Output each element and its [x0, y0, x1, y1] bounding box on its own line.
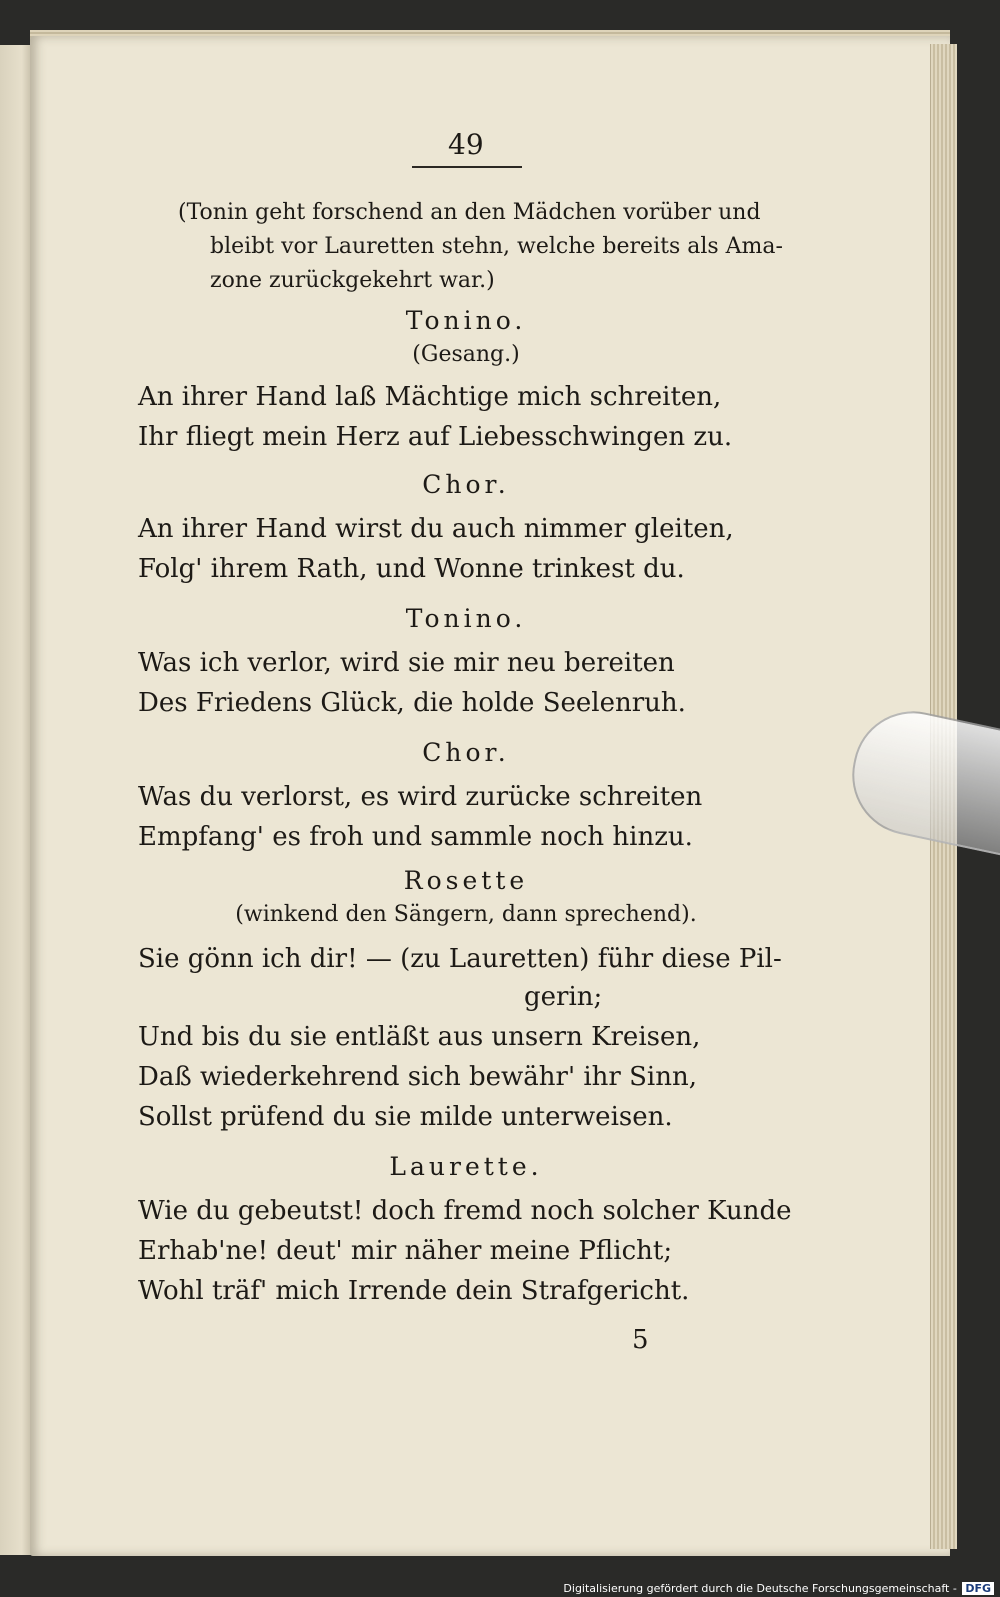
verse-line: Was ich verlor, wird sie mir neu bereiten [138, 648, 675, 678]
speaker-name: Tonino. [405, 306, 527, 335]
header-rule [412, 166, 522, 168]
speaker-note: (Gesang.) [412, 342, 520, 367]
dfg-logo: DFG [962, 1582, 994, 1595]
verse-line: An ihrer Hand laß Mächtige mich schreiten, [138, 382, 722, 412]
stage-direction-line: bleibt vor Lauretten stehn, welche bereits als Ama- [210, 234, 783, 259]
verse-line-continuation: gerin; [524, 982, 603, 1012]
speaker-note: (winkend den Sängern, dann sprechend). [235, 902, 697, 927]
verse-line: Sollst prüfend du sie milde unterweisen. [138, 1102, 673, 1132]
verse-line: Sie gönn ich dir! — (zu Lauretten) führ diese Pil- [138, 944, 782, 974]
speaker-name: Chor. [422, 470, 510, 499]
verse-line: Folg' ihrem Rath, und Wonne trinkest du. [138, 554, 685, 584]
verse-line: Und bis du sie entläßt aus unsern Kreisen, [138, 1022, 701, 1052]
verse-line: Ihr fliegt mein Herz auf Liebesschwingen zu. [138, 422, 733, 452]
verse-line: Wohl träf' mich Irrende dein Strafgericht. [138, 1276, 690, 1306]
speaker-name: Rosette [403, 866, 529, 895]
verse-line: An ihrer Hand wirst du auch nimmer gleiten, [138, 514, 734, 544]
footer-text: Digitalisierung gefördert durch die Deutsche Forschungsgemeinschaft - [563, 1582, 957, 1595]
stage-direction-line: (Tonin geht forschend an den Mädchen vorüber und [178, 200, 761, 225]
verse-line: Wie du gebeutst! doch fremd noch solcher Kunde [138, 1196, 792, 1226]
speaker-name: Laurette. [389, 1152, 543, 1181]
page-number: 49 [448, 128, 484, 161]
verse-line: Des Friedens Glück, die holde Seelenruh. [138, 688, 686, 718]
verse-line: Erhab'ne! deut' mir näher meine Pflicht; [138, 1236, 673, 1266]
speaker-name: Chor. [422, 738, 510, 767]
stage-direction-line: zone zurückgekehrt war.) [210, 268, 495, 293]
speaker-name: Tonino. [405, 604, 527, 633]
signature-mark: 5 [632, 1325, 649, 1355]
verse-line: Daß wiederkehrend sich bewähr' ihr Sinn, [138, 1062, 697, 1092]
verse-line: Empfang' es froh und sammle noch hinzu. [138, 822, 693, 852]
footer-credit [563, 1582, 994, 1595]
verse-line: Was du verlorst, es wird zurücke schreiten [138, 782, 703, 812]
